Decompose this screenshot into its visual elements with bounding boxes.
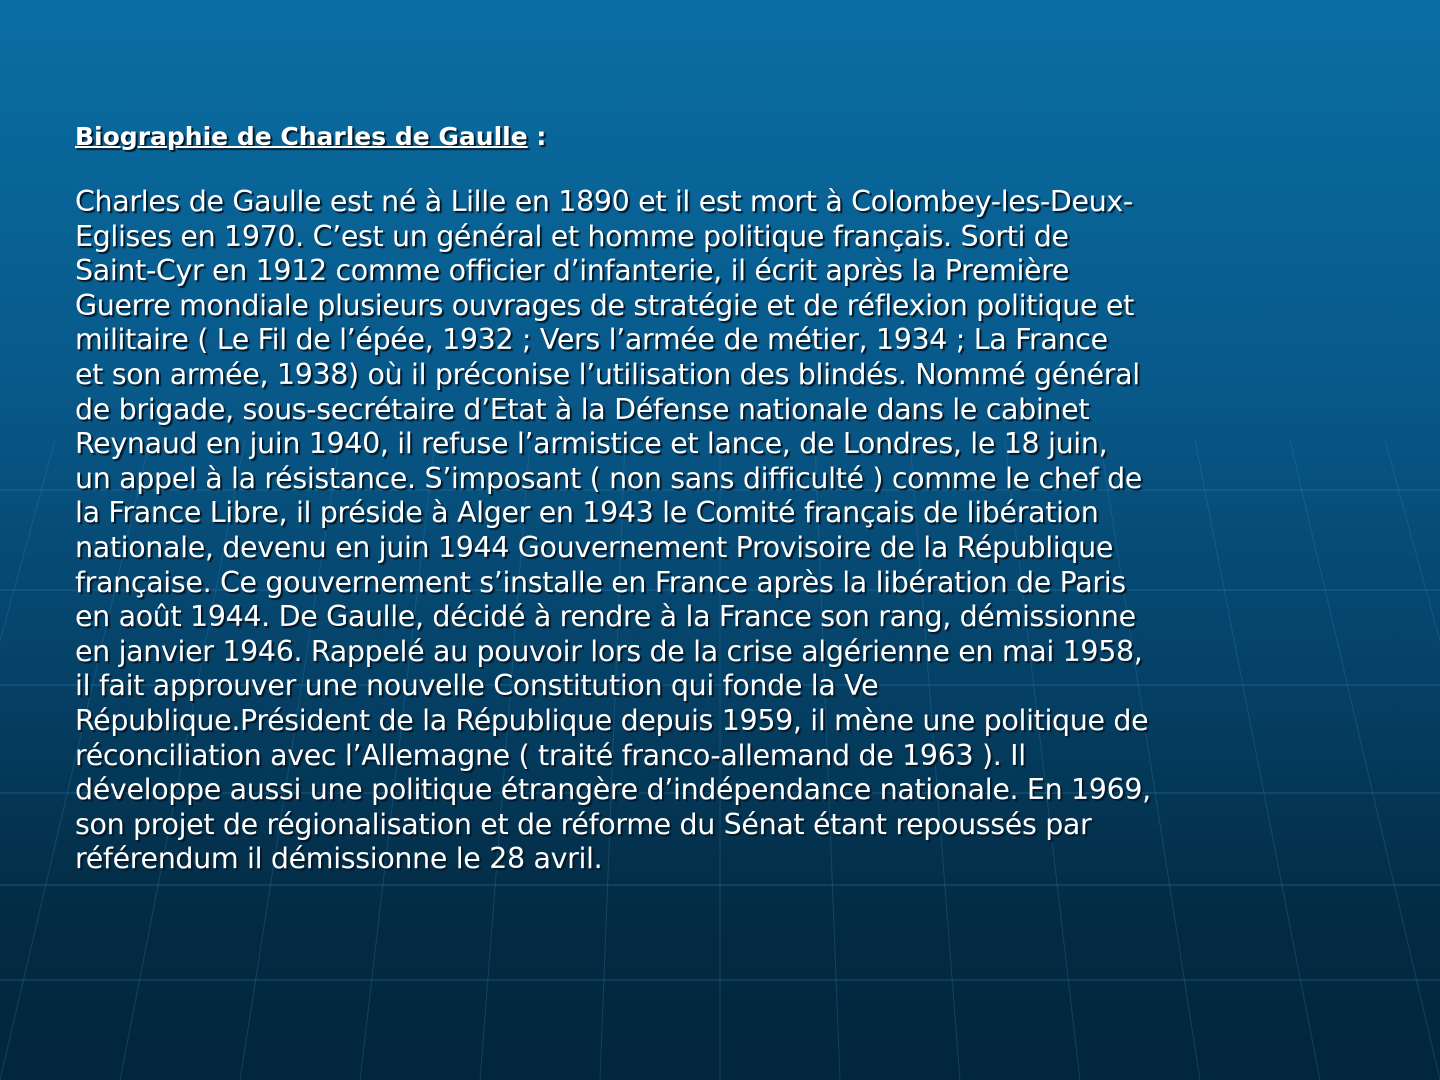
paragraph-line: développe aussi une politique étrangère d’indépendance nationale. En 1969, [75, 773, 1151, 807]
paragraph-line: française. Ce gouvernement s’installe en France après la libération de Paris [75, 565, 1126, 599]
paragraph-line: militaire ( Le Fil de l’épée, 1932 ; Vers l’armée de métier, 1934 ; La France [75, 323, 1108, 357]
paragraph-line: en janvier 1946. Rappelé au pouvoir lors de la crise algérienne en mai 1958, [75, 634, 1143, 668]
paragraph-line: nationale, devenu en juin 1944 Gouvernement Provisoire de la République [75, 530, 1114, 564]
meridian-line [0, 440, 55, 1080]
paragraph-line: Eglises en 1970. C’est un général et homme politique français. Sorti de [75, 219, 1069, 253]
paragraph-line: Reynaud en juin 1940, il refuse l’armistice et lance, de Londres, le 18 juin, [75, 427, 1108, 461]
paragraph-line: et son armée, 1938) où il préconise l’utilisation des blindés. Nommé général [75, 357, 1140, 391]
paragraph-line: réconciliation avec l’Allemagne ( traité franco-allemand de 1963 ). Il [75, 738, 1026, 772]
paragraph-line: son projet de régionalisation et de réforme du Sénat étant repoussés par [75, 807, 1092, 841]
biography-paragraph [75, 185, 1151, 877]
meridian-line [1195, 440, 1320, 1080]
meridian-line [1290, 440, 1440, 1080]
meridian-line [1385, 440, 1440, 1080]
paragraph-line: référendum il démissionne le 28 avril. [75, 842, 603, 876]
paragraph-line: Guerre mondiale plusieurs ouvrages de stratégie et de réflexion politique et [75, 288, 1134, 322]
paragraph-line: la France Libre, il préside à Alger en 1943 le Comité français de libération [75, 496, 1099, 530]
paragraph-line: République.Président de la République depuis 1959, il mène une politique de [75, 703, 1149, 737]
paragraph-line: en août 1944. De Gaulle, décidé à rendre à la France son rang, démissionne [75, 600, 1136, 634]
slide-title-colon: : [527, 122, 547, 151]
paragraph-line: un appel à la résistance. S’imposant ( non sans difficulté ) comme le chef de [75, 461, 1142, 495]
slide-title [75, 122, 1151, 151]
slide-title-text: Biographie de Charles de Gaulle [75, 122, 528, 151]
paragraph-line: Charles de Gaulle est né à Lille en 1890 et il est mort à Colombey-les-Deux- [75, 185, 1133, 218]
slide-content [75, 122, 1151, 877]
paragraph-line: Saint-Cyr en 1912 comme officier d’infanterie, il écrit après la Première [75, 254, 1070, 288]
paragraph-line: de brigade, sous-secrétaire d’Etat à la Défense nationale dans le cabinet [75, 392, 1090, 426]
paragraph-line: il fait approuver une nouvelle Constitution qui fonde la Ve [75, 669, 879, 703]
